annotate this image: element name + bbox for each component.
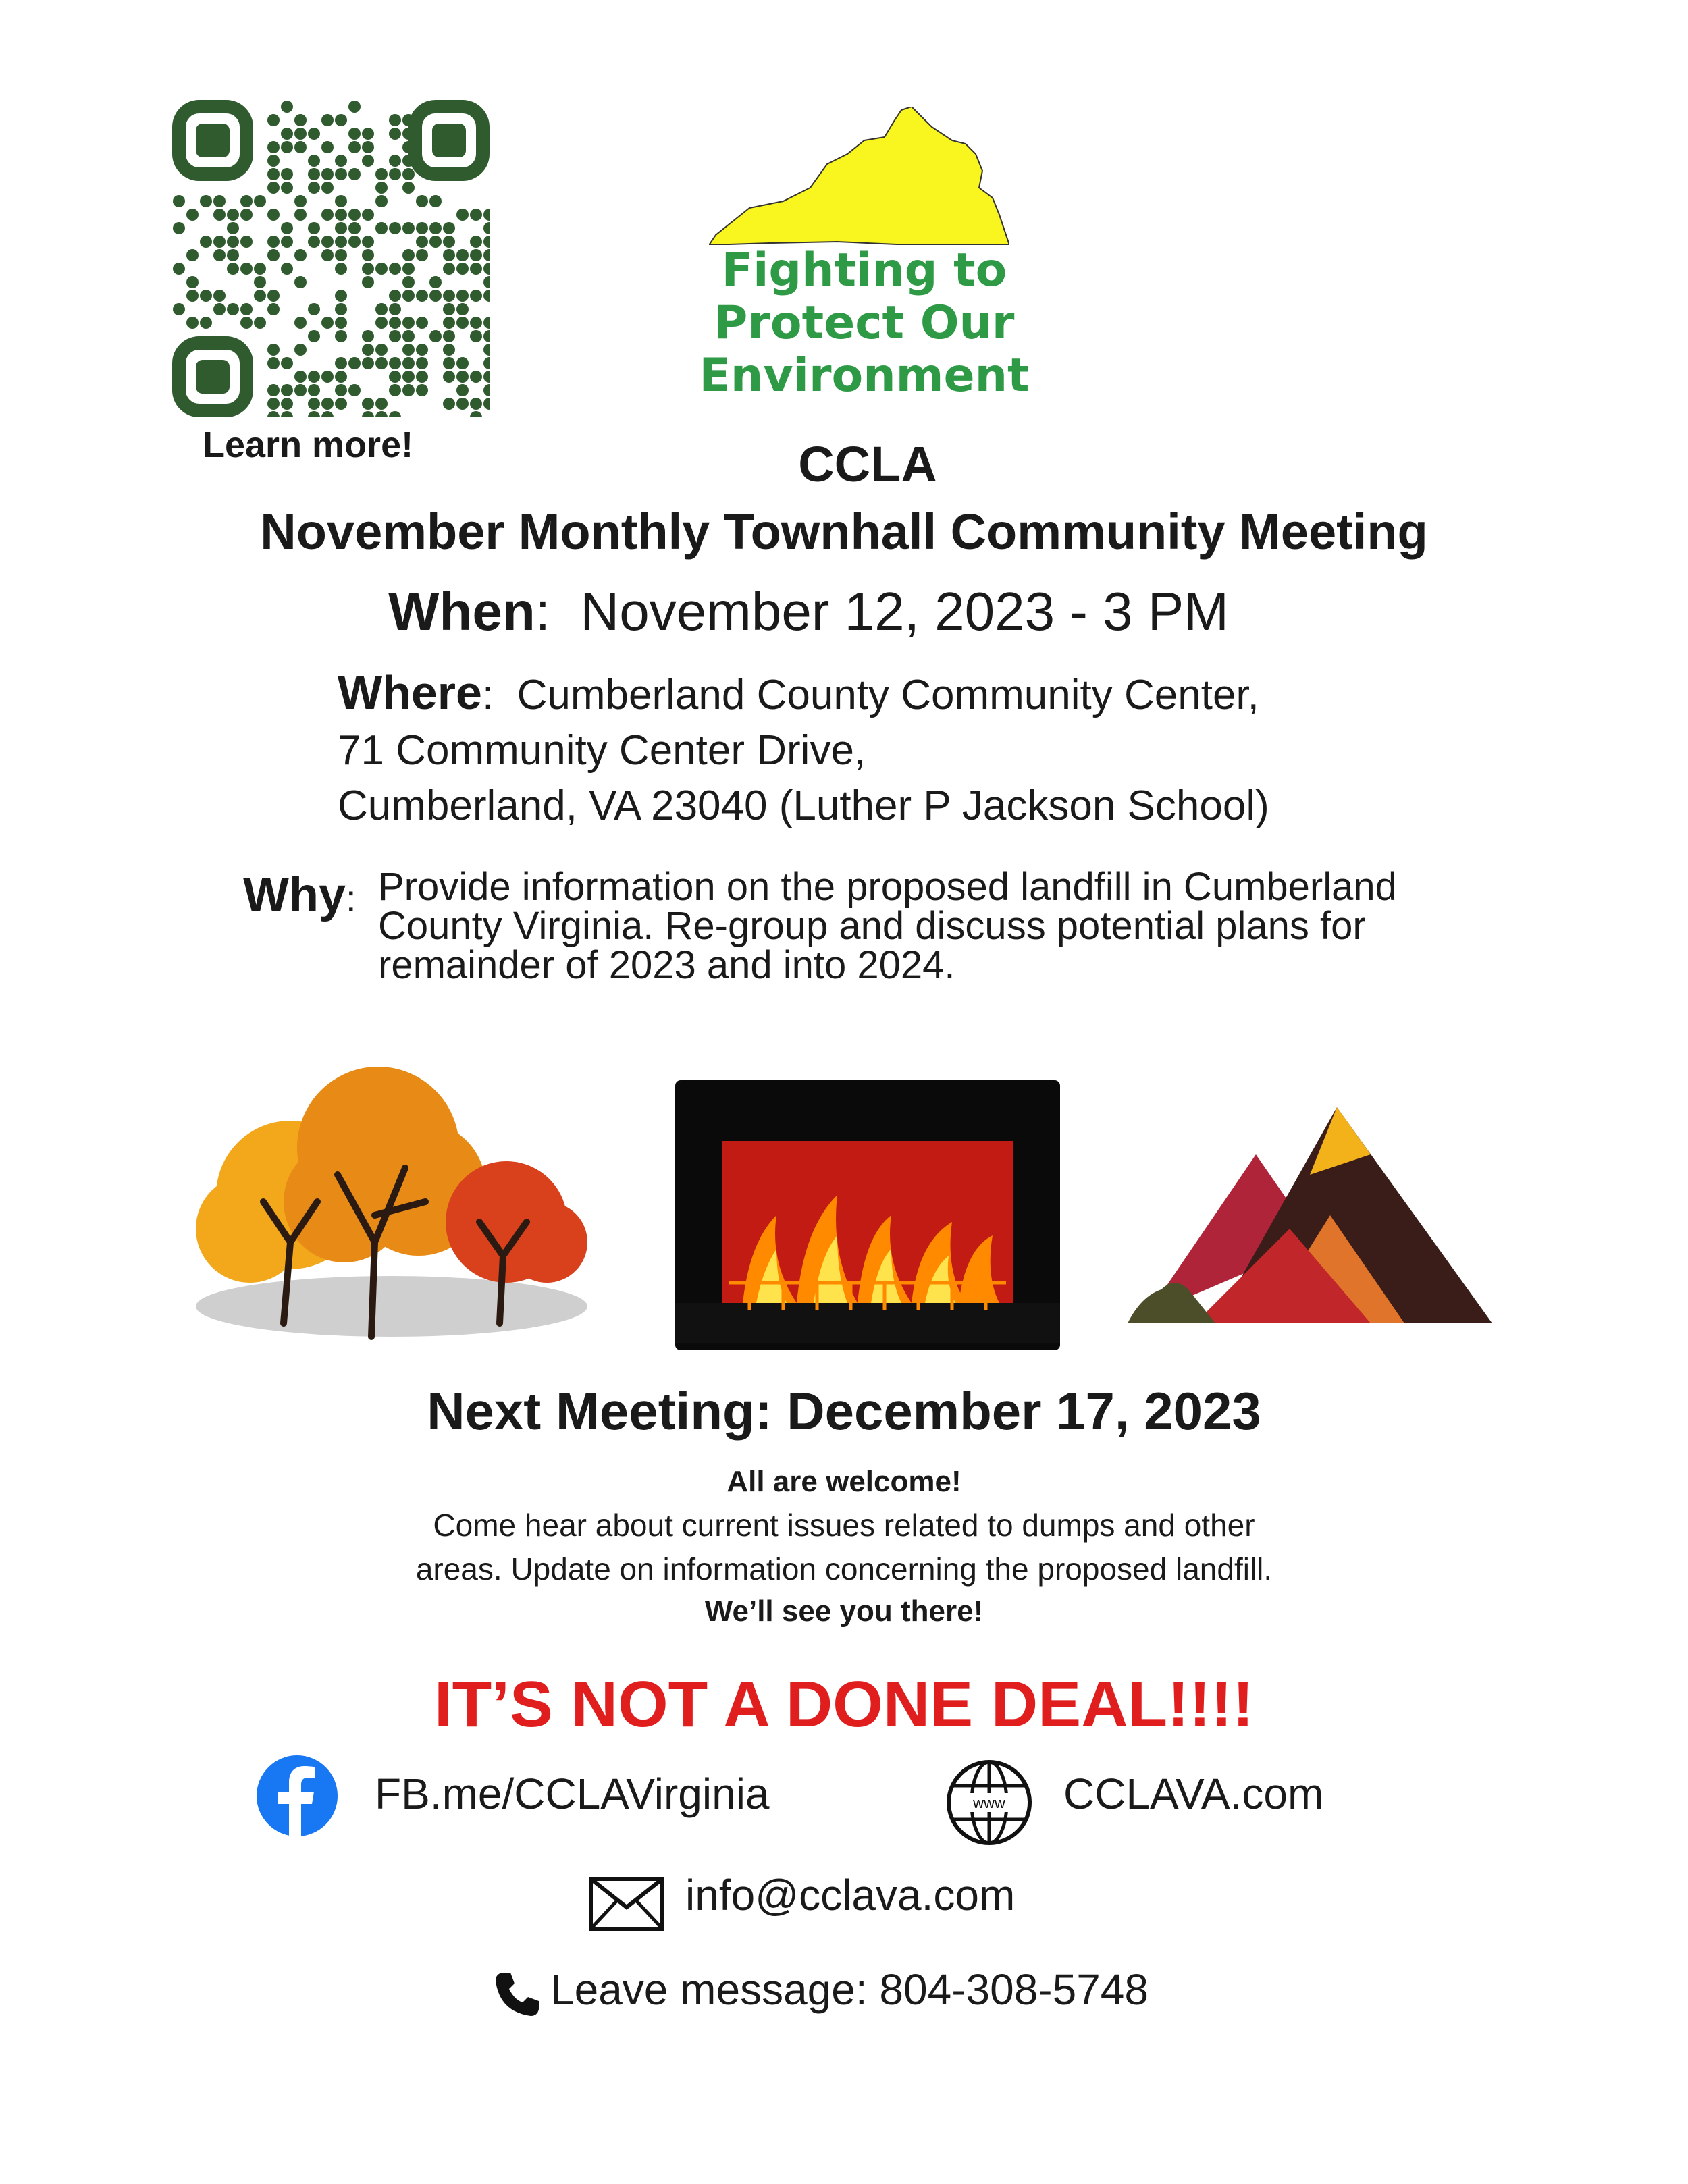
qr-dot xyxy=(335,195,347,207)
qr-dot xyxy=(335,209,347,221)
qr-dot xyxy=(362,128,374,140)
org-name: CCLA xyxy=(798,436,937,492)
qr-dot xyxy=(321,398,334,410)
where-block: Where: Cumberland County Community Center, 71 Community Center Drive, Cumberland, VA 23040 (Luther P Jackson School) xyxy=(338,665,1269,834)
qr-dot xyxy=(402,317,415,329)
qr-dot xyxy=(402,330,415,342)
qr-dot xyxy=(227,209,239,221)
qr-dot xyxy=(186,276,199,288)
qr-dot xyxy=(429,290,442,302)
qr-dot xyxy=(281,384,293,396)
when-label: When xyxy=(388,581,535,641)
qr-dot xyxy=(294,317,307,329)
qr-dot xyxy=(281,411,293,417)
qr-dot xyxy=(281,141,293,153)
qr-dot xyxy=(443,249,455,261)
qr-dot xyxy=(483,330,490,342)
qr-dot xyxy=(483,398,490,410)
qr-dot xyxy=(416,371,428,383)
qr-dot xyxy=(240,263,253,275)
qr-dot xyxy=(483,344,490,356)
qr-dot xyxy=(186,290,199,302)
qr-dot xyxy=(335,357,347,369)
qr-dot xyxy=(362,276,374,288)
qr-dot xyxy=(267,357,280,369)
email-link[interactable]: info@cclava.com xyxy=(685,1871,1016,1919)
qr-dot xyxy=(308,303,320,315)
qr-dot xyxy=(456,263,469,275)
qr-dot xyxy=(348,128,361,140)
qr-dot xyxy=(470,411,482,417)
qr-dot xyxy=(281,128,293,140)
qr-dot xyxy=(308,182,320,194)
qr-dot xyxy=(321,182,334,194)
qr-dot xyxy=(389,303,401,315)
qr-dot xyxy=(389,317,401,329)
qr-dot xyxy=(348,141,361,153)
qr-dot xyxy=(227,222,239,234)
qr-dot xyxy=(416,344,428,356)
phone-icon[interactable] xyxy=(493,1970,542,2019)
qr-dot xyxy=(362,249,374,261)
qr-dot xyxy=(321,168,334,180)
qr-dot xyxy=(335,114,347,126)
qr-dot xyxy=(429,276,442,288)
qr-dot xyxy=(348,209,361,221)
qr-dot xyxy=(456,317,469,329)
qr-dot xyxy=(416,195,428,207)
when-value: November 12, 2023 - 3 PM xyxy=(580,581,1229,641)
where-line-1: Cumberland County Community Center, xyxy=(517,672,1259,718)
when-line: When: November 12, 2023 - 3 PM xyxy=(388,581,1229,641)
qr-dot xyxy=(402,182,415,194)
qr-dot xyxy=(267,384,280,396)
qr-dot xyxy=(321,114,334,126)
qr-dot xyxy=(443,398,455,410)
qr-dot xyxy=(267,209,280,221)
qr-dot xyxy=(267,249,280,261)
qr-dot xyxy=(240,236,253,248)
where-label: Where xyxy=(338,666,482,719)
qr-dot xyxy=(227,263,239,275)
qr-code xyxy=(172,100,490,417)
qr-dot xyxy=(294,128,307,140)
qr-dot xyxy=(416,236,428,248)
qr-dot xyxy=(389,263,401,275)
qr-dot xyxy=(335,317,347,329)
qr-dot xyxy=(375,222,388,234)
qr-dot xyxy=(362,330,374,342)
qr-dot xyxy=(483,371,490,383)
qr-dot xyxy=(443,303,455,315)
qr-dot xyxy=(281,357,293,369)
qr-dot xyxy=(335,249,347,261)
qr-dot xyxy=(456,249,469,261)
website-link[interactable]: CCLAVA.com xyxy=(1063,1769,1324,1818)
qr-dot xyxy=(470,236,482,248)
svg-text:www: www xyxy=(973,1794,1005,1811)
qr-dot xyxy=(443,263,455,275)
qr-dot xyxy=(308,411,320,417)
qr-dot xyxy=(375,398,388,410)
qr-dot xyxy=(294,344,307,356)
qr-dot xyxy=(375,263,388,275)
meeting-title: November Monthly Townhall Community Meeting xyxy=(260,504,1428,560)
qr-dot xyxy=(470,263,482,275)
qr-dot xyxy=(321,209,334,221)
why-label: Why: xyxy=(243,868,357,922)
qr-dot xyxy=(443,357,455,369)
qr-dot xyxy=(308,236,320,248)
qr-dot xyxy=(389,371,401,383)
qr-dot xyxy=(416,317,428,329)
qr-dot xyxy=(429,222,442,234)
mail-icon[interactable] xyxy=(589,1877,664,1931)
qr-dot xyxy=(402,290,415,302)
qr-dot xyxy=(267,344,280,356)
qr-dot xyxy=(348,168,361,180)
qr-dot xyxy=(227,249,239,261)
qr-dot xyxy=(213,303,226,315)
qr-dot xyxy=(308,398,320,410)
qr-dot xyxy=(483,317,490,329)
qr-dot xyxy=(362,141,374,153)
qr-dot xyxy=(362,411,374,417)
qr-dot xyxy=(402,344,415,356)
qr-dot xyxy=(362,357,374,369)
qr-dot xyxy=(321,236,334,248)
qr-dot xyxy=(429,330,442,342)
qr-dot xyxy=(267,168,280,180)
qr-dot xyxy=(281,398,293,410)
qr-dot xyxy=(321,317,334,329)
qr-dot xyxy=(483,209,490,221)
qr-dot xyxy=(375,411,388,417)
qr-dot xyxy=(267,398,280,410)
qr-dot xyxy=(416,384,428,396)
qr-dot xyxy=(389,155,401,167)
qr-dot xyxy=(335,371,347,383)
qr-dot xyxy=(375,182,388,194)
qr-dot xyxy=(173,303,185,315)
qr-dot xyxy=(470,398,482,410)
qr-dot xyxy=(348,222,361,234)
qr-dot xyxy=(456,384,469,396)
qr-dot xyxy=(429,195,442,207)
qr-dot xyxy=(456,357,469,369)
qr-dot xyxy=(294,384,307,396)
description-line-2: areas. Update on information concerning the proposed landfill. xyxy=(415,1551,1273,1587)
qr-caption: Learn more! xyxy=(203,425,414,465)
qr-dot xyxy=(186,209,199,221)
qr-dot xyxy=(254,263,266,275)
qr-dot xyxy=(200,236,212,248)
qr-dot xyxy=(240,317,253,329)
qr-dot xyxy=(294,249,307,261)
qr-dot xyxy=(389,290,401,302)
qr-dot xyxy=(281,263,293,275)
qr-dot xyxy=(348,357,361,369)
qr-dot xyxy=(470,290,482,302)
qr-dot xyxy=(294,114,307,126)
qr-dot xyxy=(294,371,307,383)
qr-dot xyxy=(389,128,401,140)
qr-dot xyxy=(402,371,415,383)
qr-dot xyxy=(429,236,442,248)
qr-dot xyxy=(281,182,293,194)
qr-dot xyxy=(456,371,469,383)
qr-dot xyxy=(483,384,490,396)
qr-dot xyxy=(416,222,428,234)
virginia-state-logo xyxy=(709,107,1009,245)
qr-dot xyxy=(308,330,320,342)
qr-dot xyxy=(362,263,374,275)
qr-dot xyxy=(294,276,307,288)
qr-dot xyxy=(456,290,469,302)
qr-dot xyxy=(321,249,334,261)
qr-dot xyxy=(267,114,280,126)
qr-dot xyxy=(254,276,266,288)
qr-dot xyxy=(402,249,415,261)
qr-dot xyxy=(389,357,401,369)
qr-dot xyxy=(308,155,320,167)
qr-dot xyxy=(483,357,490,369)
qr-dot xyxy=(281,101,293,113)
qr-dot xyxy=(375,168,388,180)
qr-dot xyxy=(335,303,347,315)
welcome-text: All are welcome! xyxy=(727,1465,961,1498)
qr-dot xyxy=(254,290,266,302)
qr-dot xyxy=(470,209,482,221)
where-line-3: Cumberland, VA 23040 (Luther P Jackson School) xyxy=(338,782,1269,829)
qr-dot xyxy=(335,290,347,302)
qr-dot xyxy=(308,384,320,396)
qr-dot xyxy=(294,209,307,221)
qr-dot xyxy=(308,222,320,234)
qr-dot xyxy=(483,263,490,275)
qr-dot xyxy=(335,236,347,248)
qr-dot xyxy=(389,411,401,417)
qr-dot xyxy=(173,263,185,275)
qr-dot xyxy=(389,114,401,126)
qr-dot xyxy=(227,236,239,248)
qr-dot xyxy=(186,317,199,329)
qr-dot xyxy=(173,222,185,234)
qr-dot xyxy=(470,249,482,261)
qr-dot xyxy=(200,317,212,329)
qr-dot xyxy=(402,357,415,369)
qr-dot xyxy=(348,236,361,248)
qr-dot xyxy=(402,222,415,234)
qr-dot xyxy=(227,303,239,315)
qr-dot xyxy=(335,398,347,410)
qr-dot xyxy=(321,141,334,153)
qr-dot xyxy=(375,317,388,329)
qr-dot xyxy=(186,249,199,261)
qr-dot xyxy=(267,236,280,248)
qr-dot xyxy=(321,371,334,383)
qr-dot xyxy=(281,168,293,180)
qr-dot xyxy=(456,398,469,410)
qr-dot xyxy=(375,344,388,356)
qr-dot xyxy=(470,371,482,383)
qr-dot xyxy=(416,249,428,261)
qr-dot xyxy=(375,303,388,315)
qr-dot xyxy=(267,411,280,417)
qr-dot xyxy=(389,330,401,342)
next-meeting: Next Meeting: December 17, 2023 xyxy=(427,1381,1261,1441)
qr-dot xyxy=(416,290,428,302)
qr-dot xyxy=(362,236,374,248)
qr-dot xyxy=(321,411,334,417)
qr-dot xyxy=(213,195,226,207)
qr-dot xyxy=(483,222,490,234)
qr-dot xyxy=(281,236,293,248)
qr-dot xyxy=(483,276,490,288)
qr-dot xyxy=(348,384,361,396)
qr-dot xyxy=(402,276,415,288)
qr-dot xyxy=(173,195,185,207)
qr-dot xyxy=(281,222,293,234)
qr-dot xyxy=(240,303,253,315)
qr-dot xyxy=(240,209,253,221)
qr-dot xyxy=(308,371,320,383)
phone-number[interactable]: Leave message: 804-308-5748 xyxy=(550,1965,1149,2014)
qr-dot xyxy=(308,168,320,180)
qr-dot xyxy=(240,195,253,207)
qr-dot xyxy=(267,303,280,315)
qr-dot xyxy=(213,249,226,261)
qr-dot xyxy=(254,195,266,207)
qr-dot xyxy=(335,263,347,275)
qr-dot xyxy=(213,209,226,221)
qr-dot xyxy=(483,249,490,261)
qr-dot xyxy=(456,209,469,221)
why-text: Provide information on the proposed landfill in Cumberland County Virginia. Re-group and discuss potential plans for remainder of 2023 and into 2024. xyxy=(378,865,1397,987)
qr-dot xyxy=(335,330,347,342)
qr-dot xyxy=(267,141,280,153)
qr-dot xyxy=(213,236,226,248)
qr-dot xyxy=(294,195,307,207)
qr-dot xyxy=(362,398,374,410)
qr-dot xyxy=(308,128,320,140)
qr-dot xyxy=(335,222,347,234)
fireplace-image xyxy=(668,1080,1067,1350)
qr-dot xyxy=(443,344,455,356)
qr-dot xyxy=(348,101,361,113)
qr-dot xyxy=(416,357,428,369)
qr-dot xyxy=(375,357,388,369)
autumn-trees-image xyxy=(189,1040,594,1350)
qr-dot xyxy=(402,384,415,396)
qr-dot xyxy=(470,330,482,342)
where-line-2: 71 Community Center Drive, xyxy=(338,727,866,774)
qr-dot xyxy=(267,182,280,194)
qr-dot xyxy=(402,168,415,180)
qr-dot xyxy=(362,344,374,356)
qr-dot xyxy=(375,195,388,207)
qr-dot xyxy=(200,290,212,302)
qr-dot xyxy=(335,168,347,180)
slogan: IT’S NOT A DONE DEAL!!!! xyxy=(433,1668,1255,1740)
qr-dot xyxy=(213,290,226,302)
qr-dot xyxy=(294,141,307,153)
qr-dot xyxy=(362,155,374,167)
qr-dot xyxy=(335,384,347,396)
qr-dot xyxy=(443,317,455,329)
see-you-text: We’ll see you there! xyxy=(704,1595,984,1628)
qr-dot xyxy=(389,222,401,234)
qr-dot xyxy=(483,290,490,302)
qr-dot xyxy=(200,195,212,207)
qr-dot xyxy=(254,317,266,329)
qr-dot xyxy=(443,330,455,342)
globe-icon[interactable] xyxy=(945,1759,1033,1846)
qr-dot xyxy=(470,317,482,329)
qr-dot xyxy=(443,290,455,302)
qr-dot xyxy=(389,384,401,396)
qr-dot xyxy=(362,209,374,221)
qr-dot xyxy=(456,303,469,315)
qr-dot xyxy=(443,222,455,234)
qr-dot xyxy=(402,263,415,275)
facebook-icon[interactable] xyxy=(257,1755,338,1836)
logo-tagline: Fighting to Protect Our Environment xyxy=(699,244,1030,402)
qr-dot xyxy=(267,290,280,302)
qr-dot xyxy=(483,236,490,248)
mountains-image xyxy=(1114,1094,1519,1337)
qr-dot xyxy=(335,155,347,167)
facebook-link[interactable]: FB.me/CCLAVirginia xyxy=(375,1769,770,1818)
description-line-1: Come hear about current issues related to dumps and other xyxy=(433,1508,1255,1543)
qr-dot xyxy=(389,168,401,180)
qr-dot xyxy=(443,371,455,383)
qr-dot xyxy=(267,155,280,167)
qr-dot xyxy=(443,236,455,248)
